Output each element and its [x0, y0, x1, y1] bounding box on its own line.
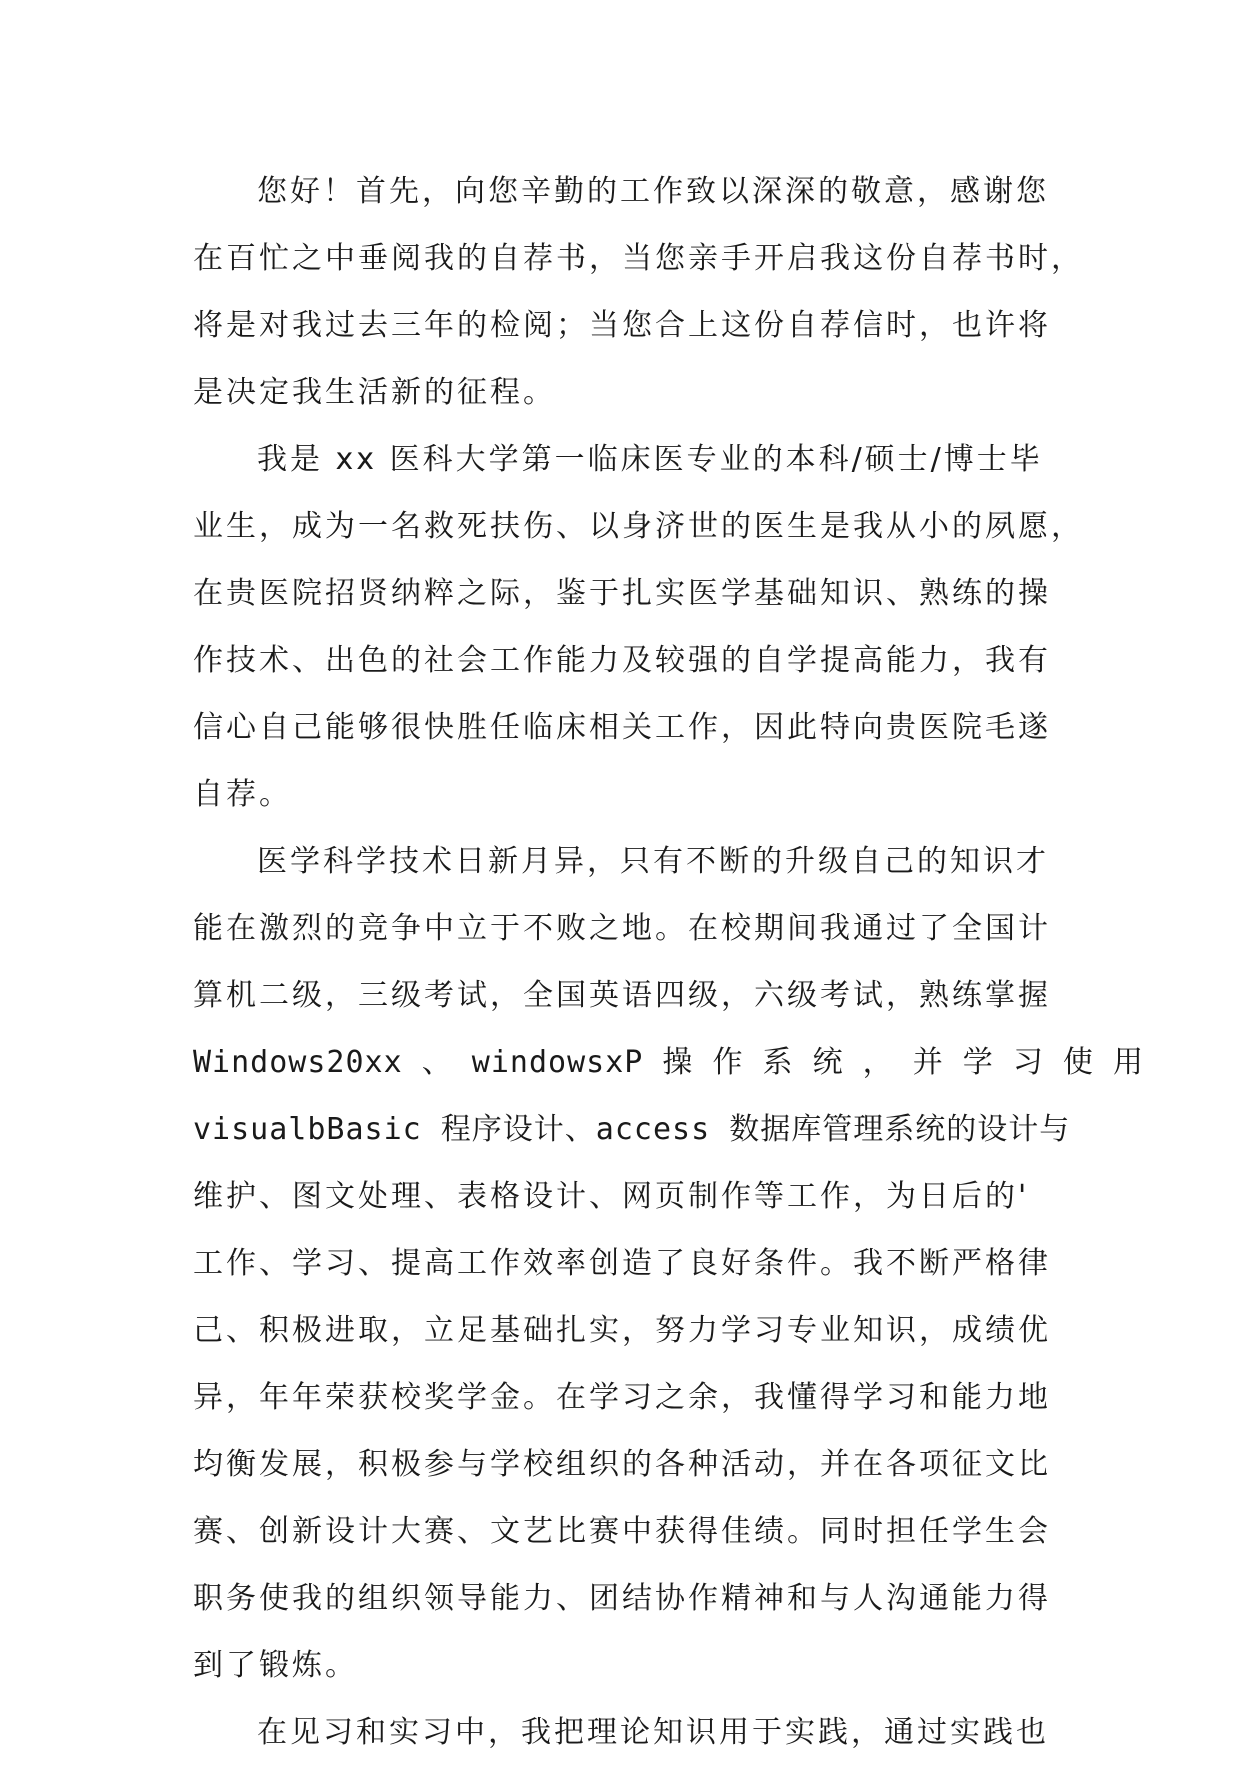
paragraph-3-line-2: 能在激烈的竞争中立于不败之地。在校期间我通过了全国计 [193, 911, 1051, 946]
paragraph-3-line-8: 己、积极进取，立足基础扎实，努力学习专业知识，成绩优 [193, 1313, 1051, 1348]
paragraph-3-line-6: 维护、图文处理、表格设计、网页制作等工作，为日后的' [193, 1179, 1030, 1214]
paragraph-2-line-4: 作技术、出色的社会工作能力及较强的自学提高能力，我有 [193, 643, 1051, 678]
paragraph-4-line-1: 在见习和实习中，我把理论知识用于实践，通过实践也 [257, 1715, 1049, 1750]
paragraph-2-line-2: 业生，成为一名救死扶伤、以身济世的医生是我从小的夙愿， [193, 509, 1084, 544]
paragraph-3-line-12: 职务使我的组织领导能力、团结协作精神和与人沟通能力得 [193, 1581, 1051, 1616]
paragraph-3-line-3: 算机二级，三级考试，全国英语四级，六级考试，熟练掌握 [193, 978, 1051, 1013]
paragraph-2-line-3: 在贵医院招贤纳粹之际，鉴于扎实医学基础知识、熟练的操 [193, 576, 1051, 611]
paragraph-3-line-1: 医学科学技术日新月异，只有不断的升级自己的知识才 [257, 844, 1049, 879]
letter-body [193, 158, 1144, 1766]
paragraph-2-line-6: 自荐。 [193, 777, 292, 812]
paragraph-1-line-2: 在百忙之中垂阅我的自荐书，当您亲手开启我这份自荐书时， [193, 241, 1084, 276]
paragraph-2-line-1: 我是 xx 医科大学第一临床医专业的本科/硕士/博士毕 [257, 442, 1043, 477]
paragraph-1-line-1: 您好！首先，向您辛勤的工作致以深深的敬意，感谢您 [257, 174, 1049, 209]
paragraph-1-line-3: 将是对我过去三年的检阅；当您合上这份自荐信时，也许将 [193, 308, 1051, 343]
paragraph-3-line-7: 工作、学习、提高工作效率创造了良好条件。我不断严格律 [193, 1246, 1051, 1281]
paragraph-3-line-4: Windows20xx 、 windowsxP 操 作 系 统 ， 并 学 习 使 用 [193, 1045, 1144, 1080]
paragraph-2-line-5: 信心自己能够很快胜任临床相关工作，因此特向贵医院毛遂 [193, 710, 1051, 745]
paragraph-1-line-4: 是决定我生活新的征程。 [193, 375, 556, 410]
paragraph-3-line-11: 赛、创新设计大赛、文艺比赛中获得佳绩。同时担任学生会 [193, 1514, 1051, 1549]
paragraph-3-line-5: visualbBasic 程序设计、access 数据库管理系统的设计与 [193, 1112, 1071, 1147]
paragraph-3-line-10: 均衡发展，积极参与学校组织的各种活动，并在各项征文比 [193, 1447, 1051, 1482]
paragraph-3-line-13: 到了锻炼。 [193, 1648, 358, 1683]
paragraph-3-line-9: 异，年年荣获校奖学金。在学习之余，我懂得学习和能力地 [193, 1380, 1051, 1415]
